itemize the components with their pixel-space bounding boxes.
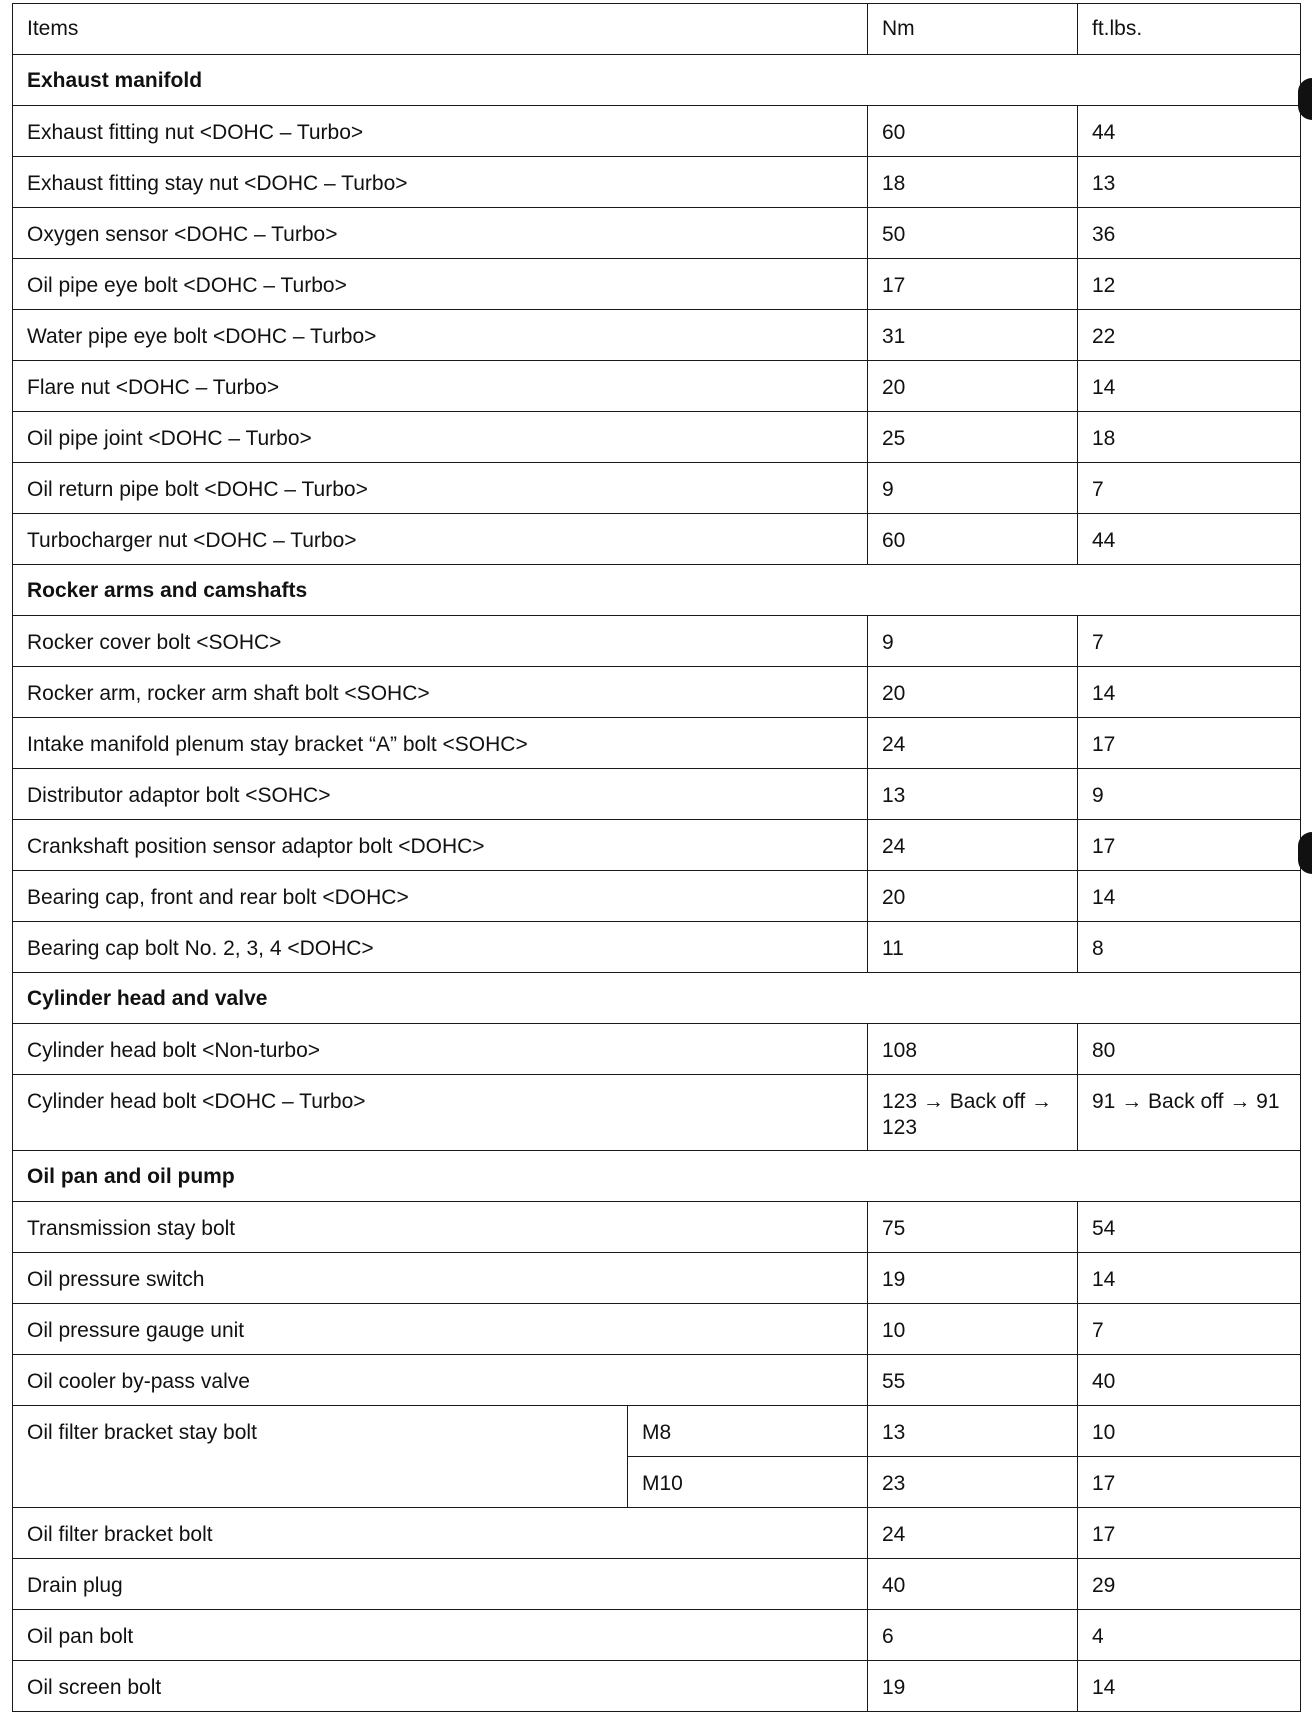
nm-cell: 108 [868, 1024, 1078, 1075]
nm-cell: 18 [868, 157, 1078, 208]
nm-cell: 20 [868, 667, 1078, 718]
item-cell: Crankshaft position sensor adaptor bolt <DOHC> [13, 820, 868, 871]
item-cell: Oil filter bracket stay bolt [13, 1406, 628, 1508]
item-cell: Cylinder head bolt <Non-turbo> [13, 1024, 868, 1075]
table-header-row [13, 4, 1301, 55]
nm-cell: 60 [868, 514, 1078, 565]
ftlbs-cell: 14 [1078, 871, 1301, 922]
table-row [13, 922, 1301, 973]
table-row [13, 1304, 1301, 1355]
ftlbs-cell: 8 [1078, 922, 1301, 973]
ftlbs-cell: 13 [1078, 157, 1301, 208]
table-row [13, 718, 1301, 769]
ftlbs-cell: 7 [1078, 1304, 1301, 1355]
section-title: Oil pan and oil pump [13, 1151, 1301, 1202]
nm-cell: 6 [868, 1610, 1078, 1661]
item-cell: Bearing cap bolt No. 2, 3, 4 <DOHC> [13, 922, 868, 973]
table-row [13, 1508, 1301, 1559]
table-row [13, 157, 1301, 208]
nm-cell: 24 [868, 718, 1078, 769]
item-cell: Bearing cap, front and rear bolt <DOHC> [13, 871, 868, 922]
item-cell: Oil pressure gauge unit [13, 1304, 868, 1355]
nm-cell: 20 [868, 361, 1078, 412]
torque-spec-table [12, 3, 1301, 1712]
nm-cell: 60 [868, 106, 1078, 157]
item-cell: Rocker cover bolt <SOHC> [13, 616, 868, 667]
header-nm: Nm [868, 4, 1078, 55]
ftlbs-cell: 22 [1078, 310, 1301, 361]
ftlbs-cell: 14 [1078, 1253, 1301, 1304]
table-row [13, 1406, 1301, 1457]
item-cell: Oil cooler by-pass valve [13, 1355, 868, 1406]
table-row [13, 361, 1301, 412]
nm-cell: 11 [868, 922, 1078, 973]
size-cell: M10 [628, 1457, 868, 1508]
table-row [13, 1661, 1301, 1712]
ftlbs-cell: 29 [1078, 1559, 1301, 1610]
table-row [13, 871, 1301, 922]
table-row [13, 310, 1301, 361]
item-cell: Oil pipe joint <DOHC – Turbo> [13, 412, 868, 463]
table-row [13, 259, 1301, 310]
table-row [13, 820, 1301, 871]
table-row [13, 1202, 1301, 1253]
table-row [13, 667, 1301, 718]
nm-cell: 75 [868, 1202, 1078, 1253]
section-header-row [13, 1151, 1301, 1202]
table-row [13, 1075, 1301, 1151]
nm-cell: 25 [868, 412, 1078, 463]
section-title: Rocker arms and camshafts [13, 565, 1301, 616]
table-row [13, 769, 1301, 820]
ftlbs-cell: 7 [1078, 616, 1301, 667]
nm-cell: 17 [868, 259, 1078, 310]
nm-cell: 24 [868, 820, 1078, 871]
table-row [13, 616, 1301, 667]
item-cell: Transmission stay bolt [13, 1202, 868, 1253]
item-cell: Distributor adaptor bolt <SOHC> [13, 769, 868, 820]
item-cell: Oil pan bolt [13, 1610, 868, 1661]
item-cell: Oil pressure switch [13, 1253, 868, 1304]
nm-cell: 19 [868, 1661, 1078, 1712]
nm-cell: 9 [868, 463, 1078, 514]
table-row [13, 1024, 1301, 1075]
table-row [13, 1610, 1301, 1661]
item-cell: Oil filter bracket bolt [13, 1508, 868, 1559]
ftlbs-cell: 54 [1078, 1202, 1301, 1253]
size-cell: M8 [628, 1406, 868, 1457]
section-title: Exhaust manifold [13, 55, 1301, 106]
item-cell: Water pipe eye bolt <DOHC – Turbo> [13, 310, 868, 361]
table-row [13, 412, 1301, 463]
nm-cell: 24 [868, 1508, 1078, 1559]
nm-cell: 40 [868, 1559, 1078, 1610]
nm-cell: 10 [868, 1304, 1078, 1355]
punch-hole-mark [1298, 78, 1312, 120]
nm-cell: 13 [868, 1406, 1078, 1457]
nm-cell: 20 [868, 871, 1078, 922]
item-cell: Drain plug [13, 1559, 868, 1610]
header-ftlbs: ft.lbs. [1078, 4, 1301, 55]
item-cell: Oil screen bolt [13, 1661, 868, 1712]
table-row [13, 514, 1301, 565]
ftlbs-cell: 80 [1078, 1024, 1301, 1075]
nm-cell: 13 [868, 769, 1078, 820]
item-cell: Intake manifold plenum stay bracket “A” bolt <SOHC> [13, 718, 868, 769]
ftlbs-cell: 17 [1078, 718, 1301, 769]
ftlbs-cell: 9 [1078, 769, 1301, 820]
item-cell: Exhaust fitting nut <DOHC – Turbo> [13, 106, 868, 157]
ftlbs-cell: 14 [1078, 361, 1301, 412]
section-header-row [13, 565, 1301, 616]
ftlbs-cell: 18 [1078, 412, 1301, 463]
table-row [13, 208, 1301, 259]
item-cell: Oxygen sensor <DOHC – Turbo> [13, 208, 868, 259]
ftlbs-cell: 91 → Back off → 91 [1078, 1075, 1301, 1151]
ftlbs-cell: 7 [1078, 463, 1301, 514]
item-cell: Oil return pipe bolt <DOHC – Turbo> [13, 463, 868, 514]
item-cell: Flare nut <DOHC – Turbo> [13, 361, 868, 412]
table-row [13, 463, 1301, 514]
table-row [13, 1253, 1301, 1304]
ftlbs-cell: 44 [1078, 106, 1301, 157]
item-cell: Rocker arm, rocker arm shaft bolt <SOHC> [13, 667, 868, 718]
item-cell: Turbocharger nut <DOHC – Turbo> [13, 514, 868, 565]
table-row [13, 1355, 1301, 1406]
ftlbs-cell: 10 [1078, 1406, 1301, 1457]
ftlbs-cell: 36 [1078, 208, 1301, 259]
ftlbs-cell: 17 [1078, 1457, 1301, 1508]
nm-cell: 9 [868, 616, 1078, 667]
ftlbs-cell: 12 [1078, 259, 1301, 310]
nm-cell: 50 [868, 208, 1078, 259]
nm-cell: 123 → Back off → 123 [868, 1075, 1078, 1151]
ftlbs-cell: 40 [1078, 1355, 1301, 1406]
section-title: Cylinder head and valve [13, 973, 1301, 1024]
nm-cell: 19 [868, 1253, 1078, 1304]
item-cell: Cylinder head bolt <DOHC – Turbo> [13, 1075, 868, 1151]
ftlbs-cell: 14 [1078, 667, 1301, 718]
header-items: Items [13, 4, 868, 55]
ftlbs-cell: 17 [1078, 1508, 1301, 1559]
item-cell: Oil pipe eye bolt <DOHC – Turbo> [13, 259, 868, 310]
table-row [13, 106, 1301, 157]
nm-cell: 23 [868, 1457, 1078, 1508]
ftlbs-cell: 14 [1078, 1661, 1301, 1712]
nm-cell: 55 [868, 1355, 1078, 1406]
table-row [13, 1559, 1301, 1610]
ftlbs-cell: 17 [1078, 820, 1301, 871]
nm-cell: 31 [868, 310, 1078, 361]
section-header-row [13, 973, 1301, 1024]
section-header-row [13, 55, 1301, 106]
punch-hole-mark [1298, 832, 1312, 874]
ftlbs-cell: 4 [1078, 1610, 1301, 1661]
item-cell: Exhaust fitting stay nut <DOHC – Turbo> [13, 157, 868, 208]
ftlbs-cell: 44 [1078, 514, 1301, 565]
